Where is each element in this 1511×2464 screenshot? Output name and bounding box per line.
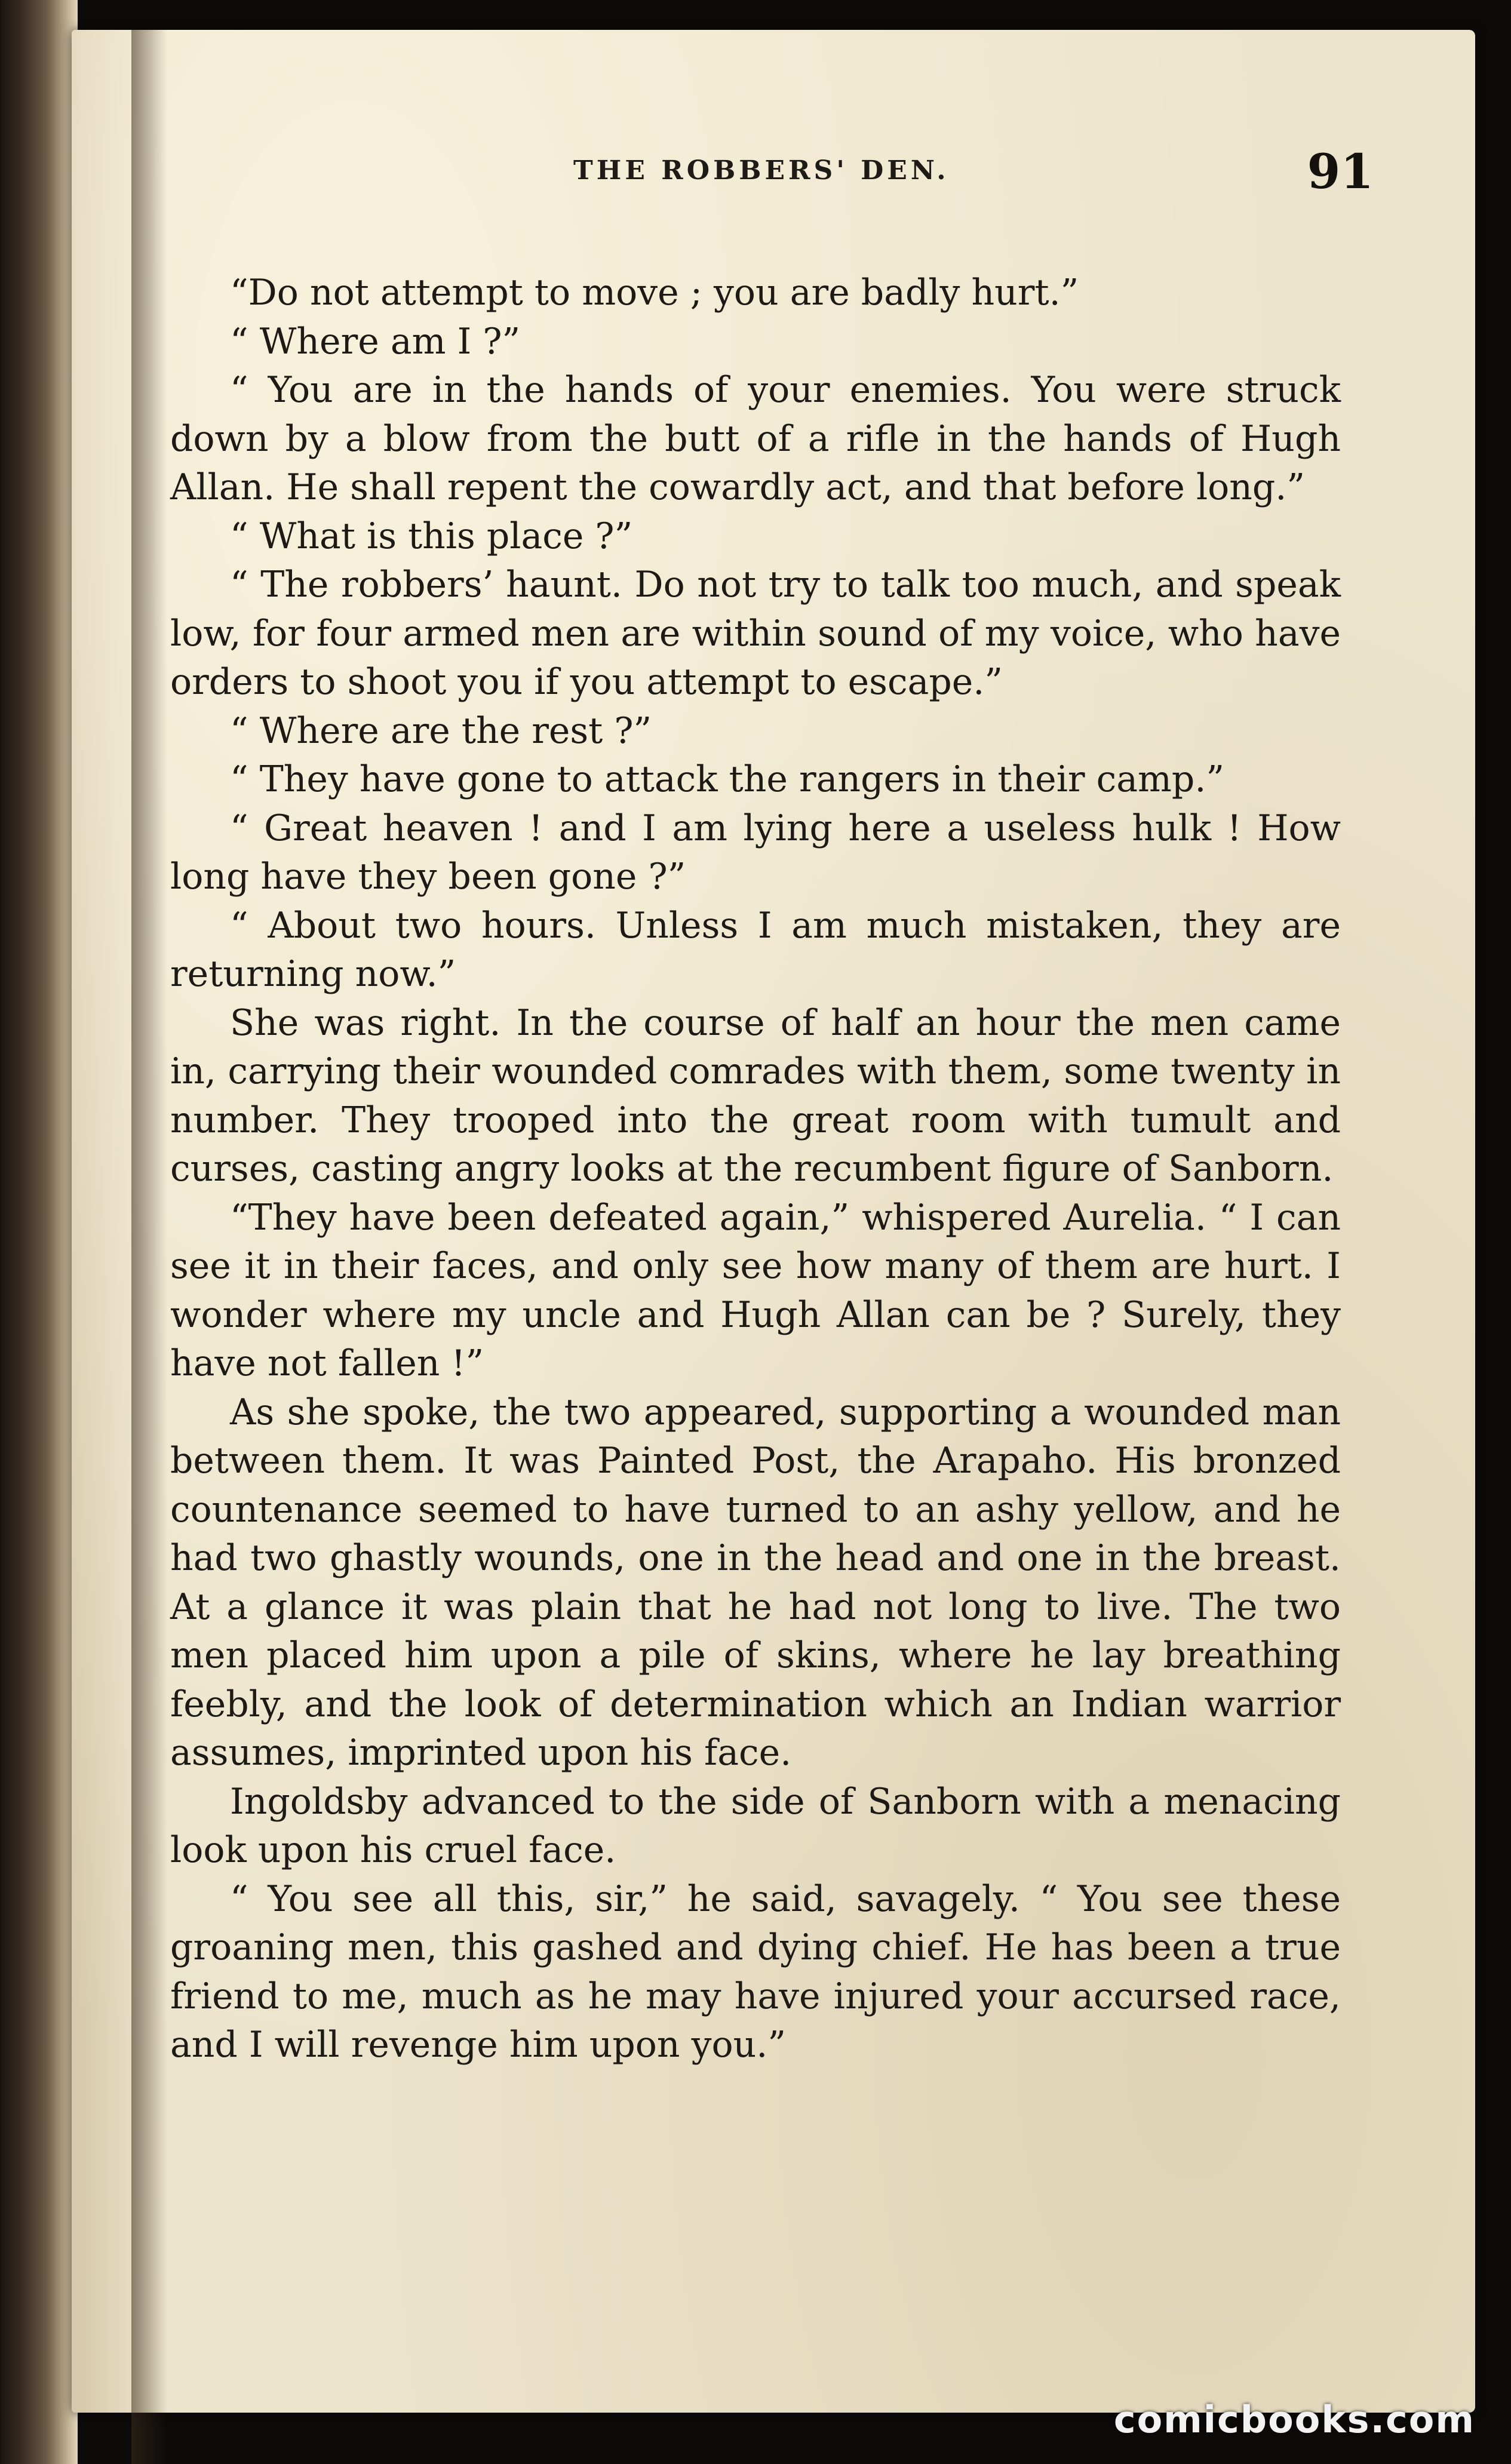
paragraph: “ You are in the hands of your enemies. You were struck down by a blow from the butt of a rifle in the hands of Hugh Allan. He shall repent the cowardly act, and that before long.”: [170, 369, 1341, 508]
site-watermark: comicbooks.com: [1113, 2398, 1475, 2441]
paragraph: Ingoldsby advanced to the side of Sanborn with a menacing look upon his cruel face.: [170, 1780, 1341, 1871]
gutter-shadow: [131, 30, 167, 2464]
paragraph: As she spoke, the two appeared, supporting a wounded man between them. It was Painted Post, the Arapaho. His bronzed countenance seemed to have turned to an ashy yellow, and he had two ghastly wounds, one in the head and one in the breast. At a glance it was plain that he had not long to live. The two men placed him upon a pile of skins, where he lay breathing feebly, and the look of determination which an Indian warrior assumes, imprinted upon his face.: [170, 1391, 1341, 1774]
running-head: THE ROBBERS' DEN.: [573, 155, 950, 186]
paragraph: She was right. In the course of half an hour the men came in, carrying their wounded comrades with them, some twenty in number. They trooped into the great room with tumult and curses, casting angry looks at the recumbent figure of Sanborn.: [170, 1001, 1341, 1190]
paragraph: “ Where am I ?”: [230, 320, 521, 362]
body-text: [170, 269, 1341, 2070]
page-number: 91: [1307, 143, 1374, 199]
paragraph: “ The robbers’ haunt. Do not try to talk too much, and speak low, for four armed men are within sound of my voice, who have orders to shoot you if you attempt to escape.”: [170, 564, 1341, 703]
paragraph: “They have been defeated again,” whispered Aurelia. “ I can see it in their faces, and only see how many of them are hurt. I wonder where my uncle and Hugh Allan can be ? Surely, they have not fallen !”: [170, 1196, 1341, 1384]
book-spine-edge: [0, 0, 78, 2464]
paragraph: “ Where are the rest ?”: [230, 709, 652, 752]
paragraph: “ About two hours. Unless I am much mistaken, they are returning now.”: [170, 904, 1341, 995]
page-header: [227, 143, 1374, 199]
paragraph: “ They have gone to attack the rangers in their camp.”: [230, 758, 1225, 800]
paragraph: “Do not attempt to move ; you are badly hurt.”: [230, 272, 1079, 314]
book-page: [72, 30, 1475, 2413]
paragraph: “ What is this place ?”: [230, 515, 633, 557]
paragraph: “ Great heaven ! and I am lying here a useless hulk ! How long have they been gone ?”: [170, 807, 1341, 898]
paragraph: “ You see all this, sir,” he said, savagely. “ You see these groaning men, this gashed and dying chief. He has been a true friend to me, much as he may have injured your accursed race, and I will revenge him upon you.”: [170, 1878, 1341, 2066]
